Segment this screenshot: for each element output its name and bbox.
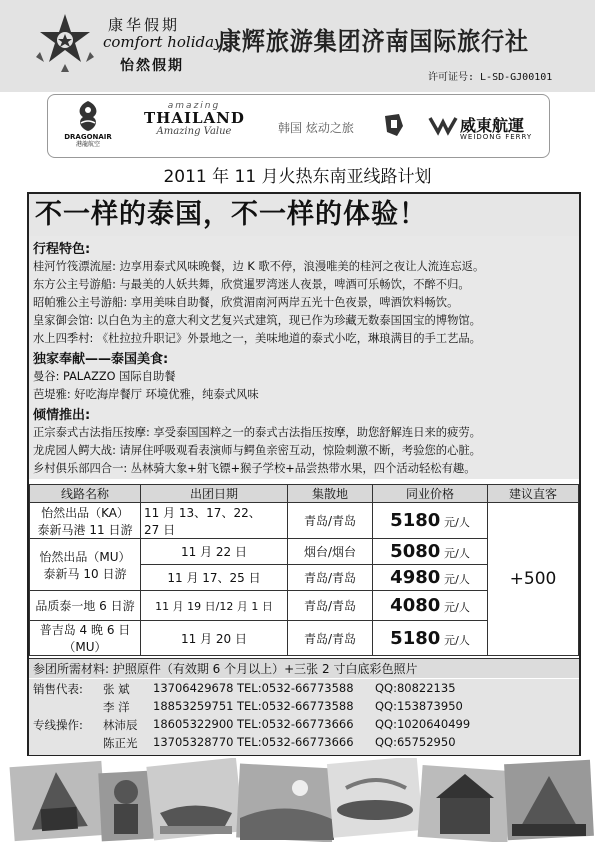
amazing-thailand-logo: amazing THAILAND Amazing Value — [144, 101, 245, 137]
section-title-features: 行程特色: — [33, 242, 91, 257]
company-name: 康辉旅游集团济南国际旅行社 — [218, 27, 529, 56]
header-port: 集散地 — [288, 485, 373, 503]
features-section — [29, 236, 579, 479]
header — [0, 0, 595, 92]
headline: 不一样的泰国，不一样的体验！ — [29, 194, 579, 236]
plan-title: 2011 年 11 月火热东南亚线路计划 — [163, 167, 432, 187]
contact-row: 陈正光 13705328770 TEL:0532-66773666 QQ:65752950 — [103, 735, 456, 750]
partner-logos — [47, 94, 550, 158]
temple-photo — [10, 761, 107, 841]
boat-photo — [146, 758, 243, 841]
table-row: 普吉岛 4 晚 6 日（MU） 11 月 20 日 青岛/青岛 5180 元/人 — [30, 621, 579, 656]
header-price: 同业价格 — [373, 485, 488, 503]
feature-line: 水上四季村: 《杜拉拉升职记》外景地之一，美味地道的泰式小吃，琳琅满目的手工艺品。 — [33, 332, 481, 345]
feature-line: 昭帕雅公主号游船: 享用美味自助餐，欣赏湄南河两岸五光十色夜景，啤酒饮料畅饮。 — [33, 296, 459, 309]
feature-line: 桂河竹筏漂流屋: 边享用泰式风味晚餐，边 K 歌不停，浪漫唯美的桂河之夜让人流连忘返。 — [33, 260, 485, 273]
header-suggest: 建议直客 — [488, 485, 579, 503]
korea-tour-text: 韩国 炫动之旅 — [278, 121, 354, 135]
table-row: 怡然出品（KA） 泰新马港 11 日游 11 月 13、17、22、 27 日 青岛/青岛 5180 元/人 +500 — [30, 503, 579, 539]
brand-name-cn: 康华假期 — [108, 16, 181, 34]
photo-strip — [0, 758, 595, 842]
table-row: 品质泰一地 6 日游 11 月 19 日/12 月 1 日 青岛/青岛 4080 元/人 — [30, 591, 579, 621]
suggest-price: +500 — [488, 503, 579, 656]
extra-line: 乡村俱乐部四合一: 丛林骑大象+射飞镖+猴子学校+品尝热带水果，四个活动轻松有趣。 — [33, 462, 476, 475]
table-header-row — [30, 485, 579, 503]
food-line: 芭堤雅: 好吃海岸餐厅 环境优雅，纯泰式风味 — [33, 388, 259, 401]
feature-line: 东方公主号游船: 与最美的人妖共舞，欣赏暹罗湾迷人夜景，啤酒可乐畅饮，不醉不归。 — [33, 278, 470, 291]
weidong-ferry-logo: 威東航運 WEIDONG FERRY — [428, 111, 543, 147]
required-materials: 参团所需材料: 护照原件（有效期 6 个月以上）+三张 2 寸白底彩色照片 — [29, 658, 579, 678]
brand-name-en: comfort holiday — [103, 33, 223, 51]
section-title-extras: 倾情推出: — [33, 408, 91, 423]
extra-line: 龙虎园人鳄大战: 请屏住呼吸观看表演师与鳄鱼亲密互动，惊险刺激不断，考验您的心脏。 — [33, 444, 481, 457]
header-route: 线路名称 — [30, 485, 141, 503]
contact-row: 销售代表: 张 斌 13706429678 TEL:0532-66773588 QQ:80822135 — [33, 681, 456, 696]
palace-photo — [418, 765, 513, 842]
dragonair-logo: DRAGONAIR 港龍航空 — [60, 99, 116, 154]
beach-photo — [236, 764, 336, 842]
license-number: 许可证号: L-SD-GJ00101 — [428, 72, 553, 83]
statue-photo — [98, 771, 153, 842]
island-photo — [327, 758, 423, 838]
star-logo-icon — [30, 12, 100, 74]
header-date: 出团日期 — [141, 485, 288, 503]
contact-row: 李 洋 18853259751 TEL:0532-66773588 QQ:153873950 — [103, 699, 463, 714]
contacts-section — [29, 679, 579, 755]
market-photo — [504, 760, 594, 840]
food-line: 曼谷: PALAZZO 国际自助餐 — [33, 370, 176, 383]
korea-mark-icon — [381, 112, 407, 138]
dragon-icon — [71, 99, 105, 133]
contact-row: 专线操作: 林沛辰 18605322900 TEL:0532-66773666 QQ:1020640499 — [33, 717, 471, 732]
main-content-box — [27, 192, 581, 756]
wave-icon — [428, 114, 458, 136]
section-title-food: 独家奉献——泰国美食: — [33, 352, 169, 367]
brand-sub: 怡然假期 — [120, 58, 184, 74]
table-row: 11 月 17、25 日 青岛/青岛 4980 元/人 — [30, 565, 579, 591]
route-price-table — [29, 484, 579, 656]
extra-line: 正宗泰式古法指压按摩: 享受泰国国粹之一的泰式古法指压按摩，助您舒解连日来的疲劳。 — [33, 426, 481, 439]
feature-line: 皇家御会馆: 以白色为主的意大利文艺复兴式建筑，现已作为珍藏无数泰国国宝的博物馆。 — [33, 314, 481, 327]
table-row: 怡然出品（MU） 泰新马 10 日游 11 月 22 日 烟台/烟台 5080 元/人 — [30, 539, 579, 565]
